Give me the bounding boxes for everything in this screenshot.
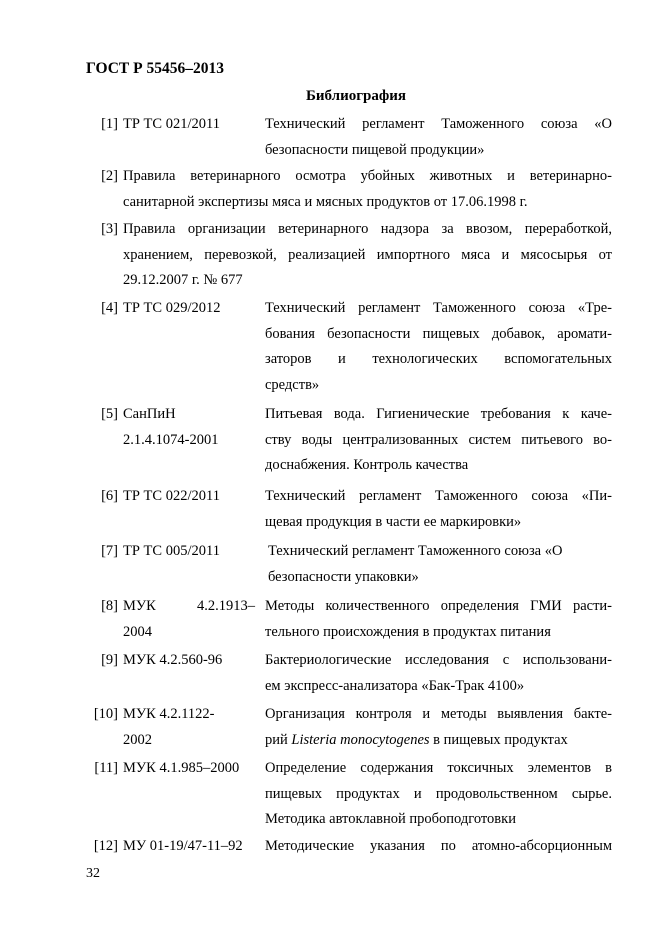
page-number: 32	[86, 866, 100, 881]
entry-code: СанПиН 2.1.4.1074-2001	[123, 406, 219, 448]
species-name: Listeria monocytogenes	[291, 731, 430, 748]
entry-number: [9]	[101, 652, 118, 668]
entry-description: Технический регламент Таможенного союза «Тре- бования безопасности пищевых добавок, аромати- заторов и технологических вспомогательных средств»	[265, 300, 612, 393]
entry-description: Правила ветеринарного осмотра убойных животных и ветеринарно- санитарной экспертизы мяса и мясных продуктов от 17.06.1998 г.	[123, 168, 612, 210]
entry-number: [1]	[101, 116, 118, 132]
entry-code: МУК 4.2.1913– 2004	[123, 598, 255, 640]
entry-description: Технический регламент Таможенного союза «О безопасности пищевой продукции»	[265, 116, 612, 158]
entry-description: Технический регламент Таможенного союза «Пи- щевая продукция в части ее маркировки»	[265, 488, 612, 530]
entry-number: [12]	[93, 838, 118, 854]
entry-number: [2]	[101, 168, 118, 184]
entry-description: Правила организации ветеринарного надзора за ввозом, переработкой, хранением, перевозкой, реализацией импортного мяса и мясосырья от 29.12.2007 г. № 677	[123, 221, 612, 288]
entry-description: Технический регламент Таможенного союза «О безопасности упаковки»	[268, 543, 563, 585]
entry-code: МУК 4.2.1122- 2002	[123, 706, 215, 748]
entry-description: Определение содержания токсичных элементов в пищевых продуктах и продовольственном сырье. Методика автоклавной пробоподготовки	[265, 760, 612, 827]
entry-description: Методические указания по атомно-абсорционным	[265, 838, 612, 854]
document-header: ГОСТ Р 55456–2013	[86, 60, 224, 77]
entry-code: МУК 4.1.985–2000	[123, 760, 240, 776]
entry-number: [7]	[101, 543, 118, 559]
entry-code: МУ 01-19/47-11–92	[123, 838, 243, 854]
entry-number: [11]	[94, 760, 118, 776]
entry-description: Питьевая вода. Гигиенические требования к каче- ству воды централизованных систем питьевого во- доснабжения. Контроль качества	[265, 406, 612, 473]
entry-description: Бактериологические исследования с использовани- ем экспресс-анализатора «Бак-Трак 4100»	[265, 652, 612, 694]
entry-code: ТР ТС 021/2011	[123, 116, 220, 132]
entry-number: [10]	[93, 706, 118, 722]
section-title: Библиография	[306, 88, 407, 104]
entry-number: [4]	[101, 300, 118, 316]
entry-description: Методы количественного определения ГМИ расти- тельного происхождения в продуктах питания	[265, 598, 612, 640]
entry-code: ТР ТС 005/2011	[123, 543, 220, 559]
entry-code: ТР ТС 029/2012	[123, 300, 221, 316]
entry-description: Организация контроля и методы выявления бакте- рий Listeria monocytogenes в пищевых продуктах	[265, 706, 612, 748]
entry-number: [5]	[101, 406, 118, 422]
entry-code: МУК 4.2.560-96	[123, 652, 223, 668]
entry-number: [3]	[101, 221, 118, 237]
entry-code: ТР ТС 022/2011	[123, 488, 220, 504]
entry-number: [6]	[101, 488, 118, 504]
entry-number: [8]	[101, 598, 118, 614]
